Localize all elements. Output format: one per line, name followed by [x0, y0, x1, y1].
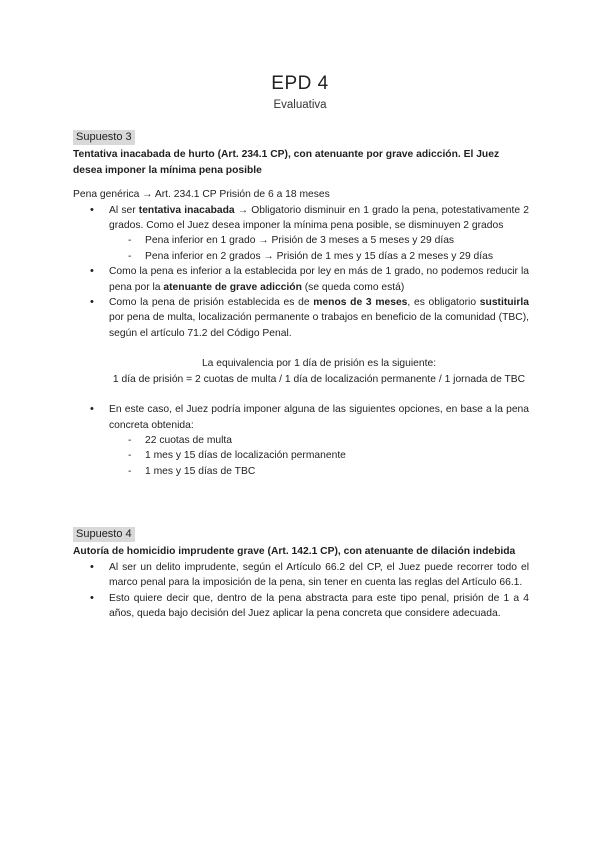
sub-list-item: - 1 mes y 15 días de localización permanente [73, 448, 529, 463]
list-item: • Al ser tentativa inacabada → Obligatorio disminuir en 1 grado la pena, potestativamente 2 grados. Como el Juez desea imponer la mínima pena posible, se disminuyen 2 grados - Pena inferior en 1 grado → Prisión de 3 meses a 5 meses y 29 días - Pena inferior en 2 grados → Prisión de 1 mes y 15 días a 2 meses y 29 días [73, 203, 529, 265]
bullet-list [73, 560, 529, 622]
section-label-supuesto-3: Supuesto 3 [73, 130, 135, 145]
list-item: • Como la pena de prisión establecida es de menos de 3 meses, es obligatorio sustituirla por pena de multa, localización permanente o trabajos en beneficio de la comunidad (TBC), según el artículo 71.2 del Código Penal. [73, 295, 529, 341]
list-item: • Al ser un delito imprudente, según el Artículo 66.2 del CP, el Juez puede recorrer todo el marco penal para la imposición de la pena, sin tener en cuenta las reglas del Artículo 66.1. [73, 560, 529, 591]
generic-penalty: Pena genérica → Art. 234.1 CP Prisión de 6 a 18 meses [73, 189, 330, 201]
bullet-list [73, 203, 529, 342]
section-heading-supuesto-4: Autoría de homicidio imprudente grave (Art. 142.1 CP), con atenuante de dilación indebida [73, 546, 516, 558]
section-label-supuesto-4: Supuesto 4 [73, 527, 135, 542]
list-item: • Esto quiere decir que, dentro de la pena abstracta para este tipo penal, prisión de 1 a 4 años, queda bajo decisión del Juez aplicar la pena concreta que considere adecuada. [73, 591, 529, 622]
page-subtitle: Evaluativa [273, 99, 327, 111]
equivalence-note: La equivalencia por 1 día de prisión es la siguiente: 1 día de prisión = 2 cuotas de multa / 1 día de localización permanente / 1 jornada de TBC [112, 358, 526, 385]
section-supuesto-3 [73, 130, 529, 479]
sub-list-item: - Pena inferior en 1 grado → Prisión de 3 meses a 5 meses y 29 días [73, 233, 529, 248]
sub-list [109, 433, 529, 479]
sub-list-item: - 22 cuotas de multa [73, 433, 529, 448]
section-supuesto-4 [73, 527, 529, 621]
list-item: • En este caso, el Juez podría imponer alguna de las siguientes opciones, en base a la pena concreta obtenida: - 22 cuotas de multa - 1 mes y 15 días de localización permanente - 1 mes y 15 días de TBC [73, 402, 529, 479]
list-item: • Como la pena es inferior a la establecida por ley en más de 1 grado, no podemos reducir la pena por la atenuante de grave adicción (se queda como está) [73, 264, 529, 295]
bullet-list [73, 402, 529, 479]
sub-list-item: - 1 mes y 15 días de TBC [73, 464, 529, 479]
page-title: EPD 4 [271, 73, 329, 94]
sub-list-item: - Pena inferior en 2 grados → Prisión de 1 mes y 15 días a 2 meses y 29 días [73, 249, 529, 264]
sub-list [109, 233, 529, 264]
section-heading-supuesto-3: Tentativa inacabada de hurto (Art. 234.1 CP), con atenuante por grave adicción. El Juez desea imponer la mínima pena posible [73, 149, 500, 176]
